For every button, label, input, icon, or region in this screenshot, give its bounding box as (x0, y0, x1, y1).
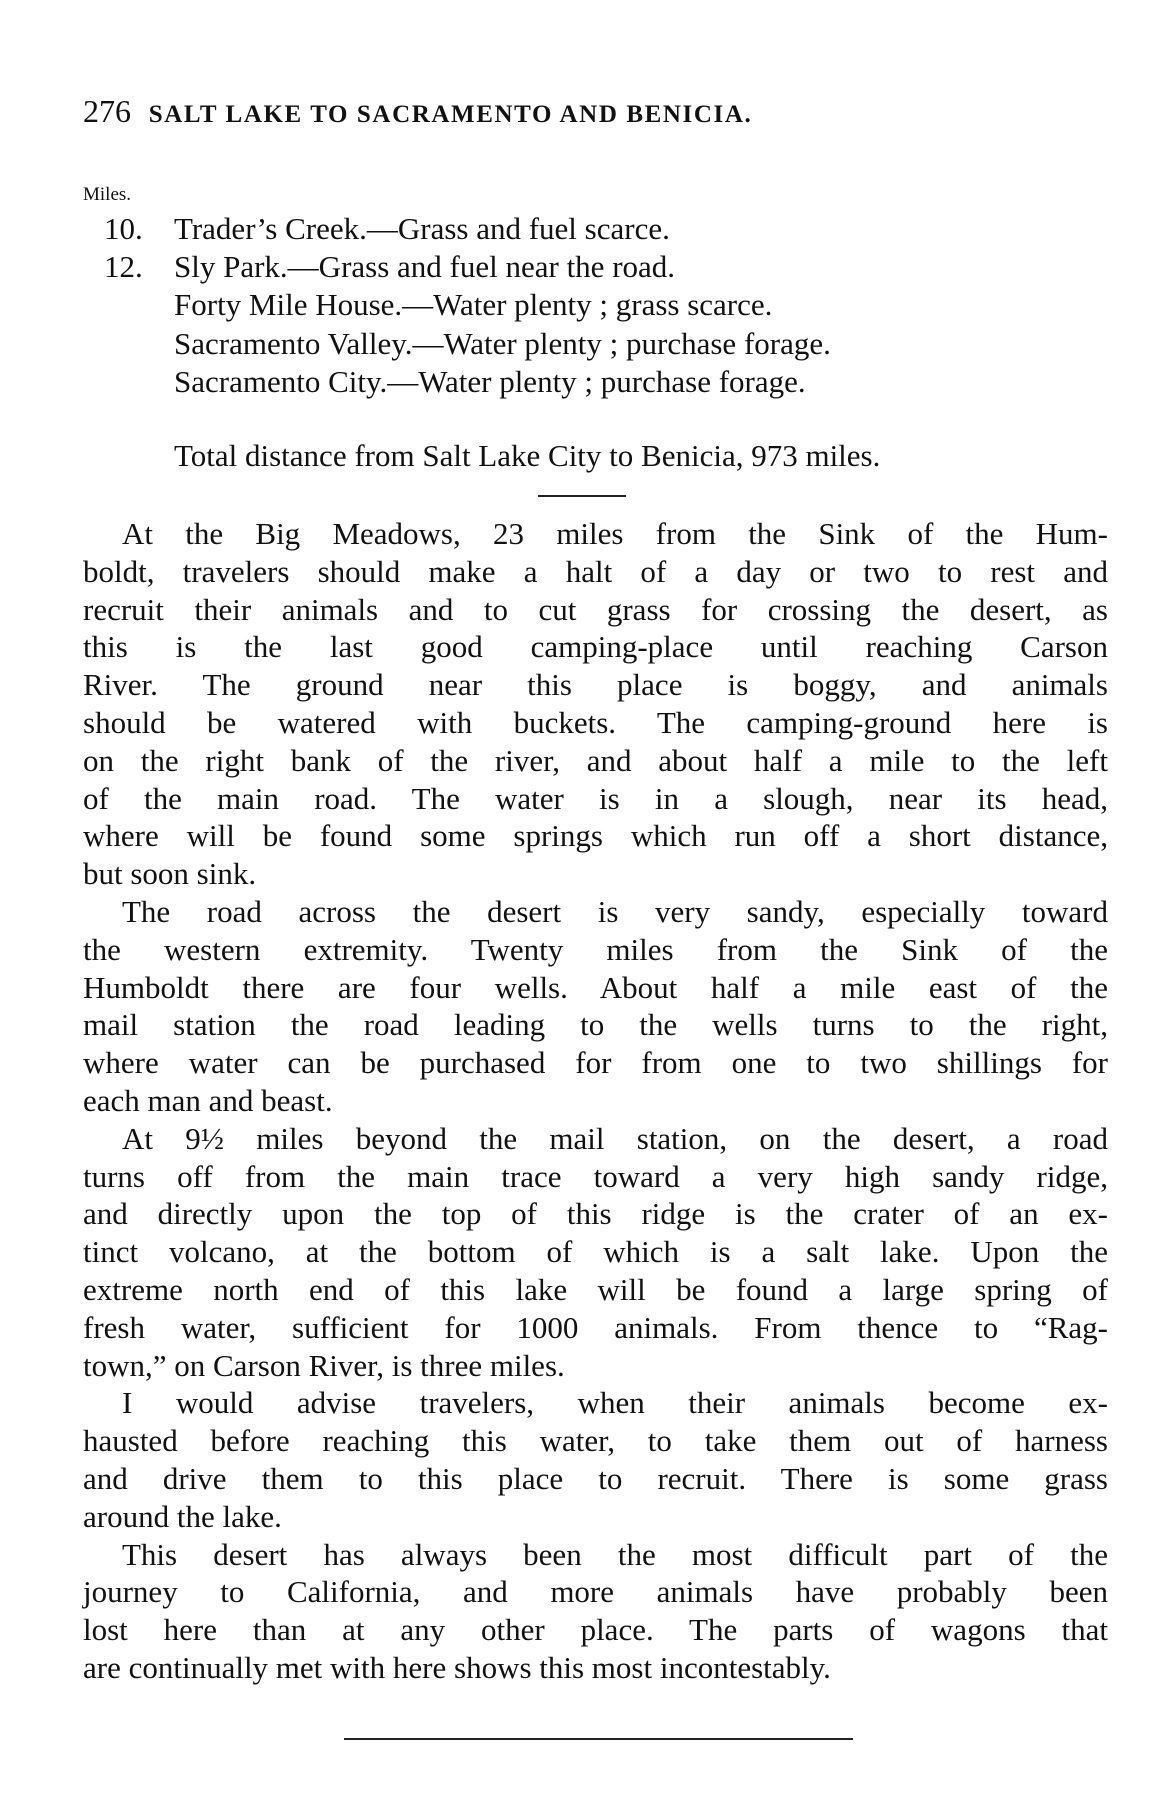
text-line: town,” on Carson River, is three miles. (83, 1347, 565, 1383)
text-line: River. The ground near this place is boggy, and animals (83, 667, 1108, 703)
text-line: This desert has always been the most difficult part of the (122, 1536, 1108, 1572)
text-line: and drive them to this place to recruit. There is some grass (83, 1460, 1108, 1496)
itinerary-entry (0, 286, 1158, 324)
text-line: turns off from the main trace toward a very high sandy ridge, (83, 1158, 1108, 1194)
text-line: where water can be purchased for from one to two shillings for (83, 1045, 1108, 1081)
entry-text: Forty Mile House.—Water plenty ; grass scarce. (174, 287, 773, 323)
text-line: tinct volcano, at the bottom of which is a salt lake. Upon the (83, 1234, 1108, 1270)
text-line: recruit their animals and to cut grass for crossing the desert, as (83, 591, 1108, 627)
text-line: around the lake. (83, 1498, 282, 1534)
itinerary-entry (0, 248, 1158, 286)
paragraph (83, 1384, 1108, 1535)
text-line: journey to California, and more animals have probably been (83, 1574, 1108, 1610)
miles-column-label: Miles. (83, 184, 132, 205)
itinerary-entry (0, 210, 1158, 248)
entry-text: Sacramento Valley.—Water plenty ; purchase forage. (174, 325, 831, 361)
text-line: The road across the desert is very sandy, especially toward (122, 893, 1108, 929)
paragraph (83, 893, 1108, 1120)
text-line: the western extremity. Twenty miles from the Sink of the (83, 931, 1108, 967)
text-line: At 9½ miles beyond the mail station, on the desert, a road (122, 1120, 1108, 1156)
entry-text: Trader’s Creek.—Grass and fuel scarce. (174, 211, 670, 246)
text-line: this is the last good camping-place until reaching Carson (83, 629, 1108, 665)
entry-miles: 10. (104, 211, 143, 246)
text-line: of the main road. The water is in a slough, near its head, (83, 780, 1108, 816)
paragraph (83, 1120, 1108, 1385)
text-line: At the Big Meadows, 23 miles from the Sink of the Hum- (122, 516, 1108, 551)
text-line: on the right bank of the river, and about half a mile to the left (83, 742, 1108, 778)
text-line: boldt, travelers should make a halt of a day or two to rest and (83, 553, 1108, 589)
text-line: but soon sink. (83, 856, 257, 892)
end-rule (344, 1738, 853, 1740)
text-line: I would advise travelers, when their animals become ex- (122, 1385, 1108, 1421)
text-line: extreme north end of this lake will be found a large spring of (83, 1271, 1108, 1307)
body-text (83, 515, 1108, 1687)
running-header (83, 93, 752, 130)
paragraph (83, 515, 1108, 893)
entry-miles: 12. (104, 249, 143, 285)
text-line: each man and beast. (83, 1082, 333, 1118)
text-line: mail station the road leading to the wells turns to the right, (83, 1007, 1108, 1043)
entry-text: Sly Park.—Grass and fuel near the road. (174, 249, 676, 285)
text-line: lost here than at any other place. The parts of wagons that (83, 1612, 1108, 1648)
text-line: are continually met with here shows this most incontestably. (83, 1649, 831, 1685)
itinerary-entry (0, 325, 1158, 363)
text-line: where will be found some springs which run off a short distance, (83, 818, 1108, 854)
text-line: fresh water, sufficient for 1000 animals. From thence to “Rag- (83, 1309, 1108, 1345)
text-line: and directly upon the top of this ridge is the crater of an ex- (83, 1196, 1108, 1232)
itinerary-entry (0, 363, 1158, 401)
short-divider (538, 495, 626, 497)
total-distance: Total distance from Salt Lake City to Benicia, 973 miles. (174, 438, 881, 473)
page-number: 276 (83, 93, 131, 129)
text-line: should be watered with buckets. The camping-ground here is (83, 704, 1108, 740)
itinerary-list (0, 210, 1158, 401)
paragraph (83, 1536, 1108, 1687)
entry-text: Sacramento City.—Water plenty ; purchase forage. (174, 363, 806, 399)
text-line: Humboldt there are four wells. About half a mile east of the (83, 969, 1108, 1005)
text-line: hausted before reaching this water, to take them out of harness (83, 1423, 1108, 1459)
running-title: SALT LAKE TO SACRAMENTO AND BENICIA. (148, 101, 753, 128)
